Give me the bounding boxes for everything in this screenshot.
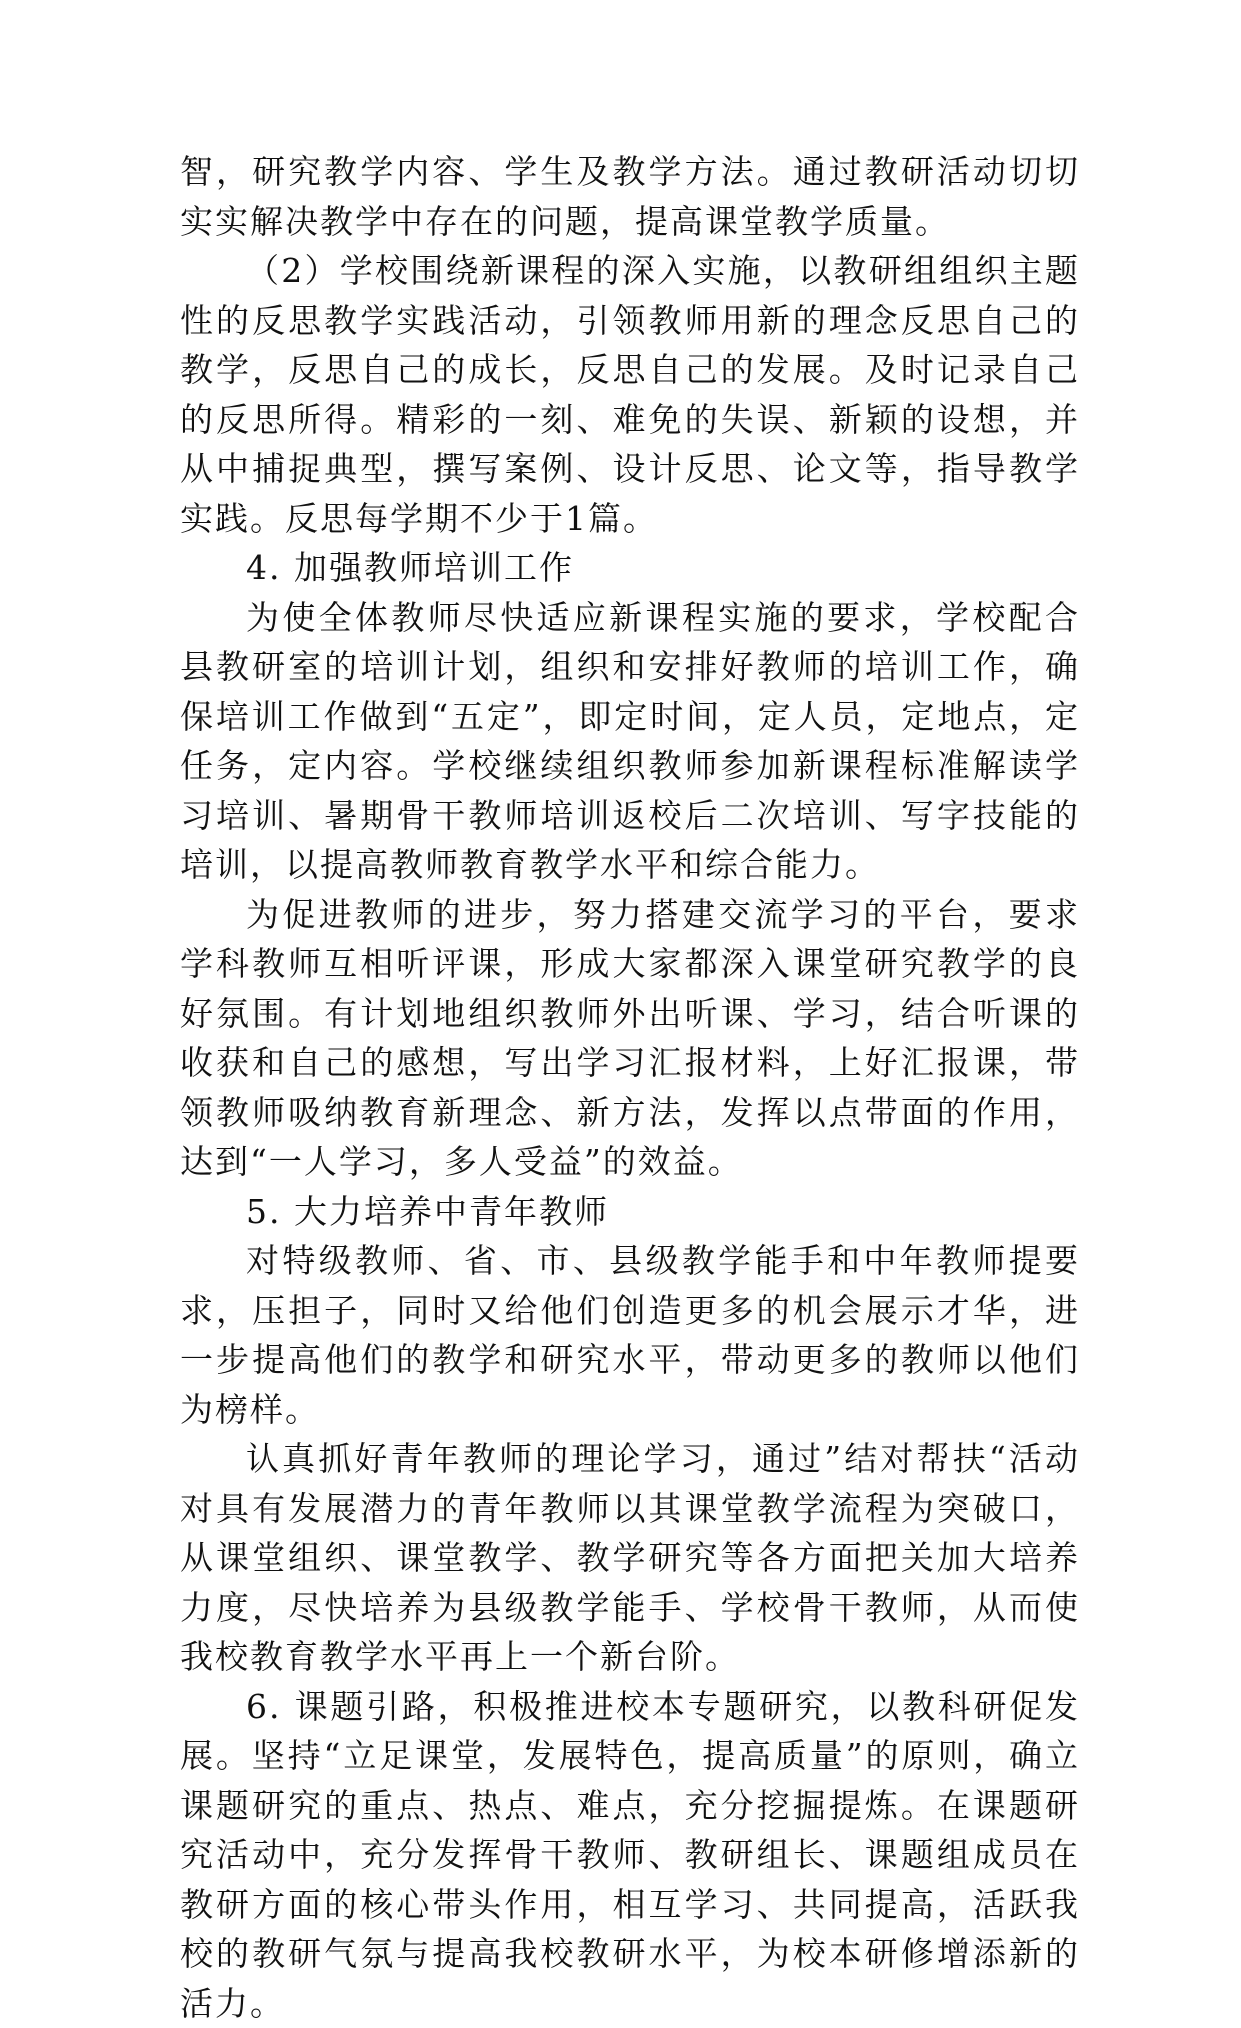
document-body [180, 147, 1080, 2028]
heading-young-teachers: 5. 大力培养中青年教师 [180, 1187, 1080, 1237]
paragraph-training-plan: 为使全体教师尽快适应新课程实施的要求，学校配合县教研室的培训计划，组织和安排好教师的培训工作，确保培训工作做到“五定”，即定时间，定人员，定地点，定任务，定内容。学校继续组织教师参加新课程标准解读学习培训、暑期骨干教师培训返校后二次培训、写字技能的培训，以提高教师教育教学水平和综合能力。 [180, 593, 1080, 890]
heading-teacher-training: 4. 加强教师培训工作 [180, 543, 1080, 593]
paragraph-reflection-teaching: （2）学校围绕新课程的深入实施，以教研组组织主题性的反思教学实践活动，引领教师用新的理念反思自己的教学，反思自己的成长，反思自己的发展。及时记录自己的反思所得。精彩的一刻、难免的失误、新颖的设想，并从中捕捉典型，撰写案例、设计反思、论文等，指导教学实践。反思每学期不少于1篇。 [180, 246, 1080, 543]
paragraph-research-topics: 6. 课题引路，积极推进校本专题研究，以教科研促发展。坚持“立足课堂，发展特色，提高质量”的原则，确立课题研究的重点、热点、难点，充分挖掘提炼。在课题研究活动中，充分发挥骨干教师、教研组长、课题组成员在教研方面的核心带头作用，相互学习、共同提高，活跃我校的教研气氛与提高我校教研水平，为校本研修增添新的活力。 [180, 1682, 1080, 2028]
paragraph-intro-continuation: 智，研究教学内容、学生及教学方法。通过教研活动切切实实解决教学中存在的问题，提高课堂教学质量。 [180, 147, 1080, 246]
paragraph-senior-teachers: 对特级教师、省、市、县级教学能手和中年教师提要求，压担子，同时又给他们创造更多的机会展示才华，进一步提高他们的教学和研究水平，带动更多的教师以他们为榜样。 [180, 1236, 1080, 1434]
paragraph-young-teacher-study: 认真抓好青年教师的理论学习，通过”结对帮扶“活动对具有发展潜力的青年教师以其课堂教学流程为突破口，从课堂组织、课堂教学、教学研究等各方面把关加大培养力度，尽快培养为县级教学能手、学校骨干教师，从而使我校教育教学水平再上一个新台阶。 [180, 1434, 1080, 1682]
paragraph-exchange-platform: 为促进教师的进步，努力搭建交流学习的平台，要求学科教师互相听评课，形成大家都深入课堂研究教学的良好氛围。有计划地组织教师外出听课、学习，结合听课的收获和自己的感想，写出学习汇报材料，上好汇报课，带领教师吸纳教育新理念、新方法，发挥以点带面的作用，达到“一人学习，多人受益”的效益。 [180, 890, 1080, 1187]
